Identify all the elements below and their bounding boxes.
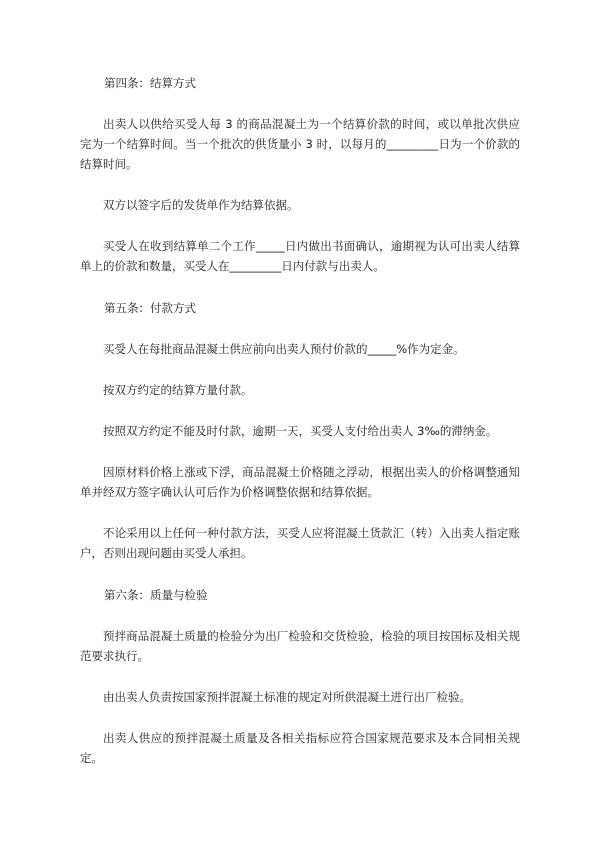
article-6-paragraph-3: 出卖人供应的预拌混凝土质量及各相关指标应符合国家规范要求及本合同相关规定。 xyxy=(80,731,520,765)
article-5-paragraph-3: 按照双方约定不能及时付款，逾期一天，买受人支付给出卖人 3‰的滞纳金。 xyxy=(103,424,498,438)
article-5-paragraph-5: 不论采用以上任何一种付款方法，买受人应将混凝土货款汇（转）入出卖人指定账户，否则出现问题由买受人承担。 xyxy=(80,526,520,560)
article-5-paragraph-2: 按双方约定的结算方量付款。 xyxy=(103,383,253,397)
article-4-paragraph-1: 出卖人以供给买受人每 3 的商品混凝土为一个结算价款的时间，或以单批次供应完为一个结算时间。当一个批次的供货量小 3 时，以每月的_________日为一个价款的结算时间。 xyxy=(80,117,520,171)
document-body xyxy=(80,72,520,768)
article-4-heading: 第四条：结算方式 xyxy=(104,76,196,90)
article-6-heading: 第六条：质量与检验 xyxy=(104,588,208,602)
article-5-paragraph-1: 买受人在每批商品混凝土供应前向出卖人预付价款的_____%作为定金。 xyxy=(103,342,465,356)
article-4-paragraph-2: 双方以签字后的发货单作为结算依据。 xyxy=(103,198,299,212)
article-4-paragraph-3: 买受人在收到结算单二个工作_____日内做出书面确认，逾期视为认可出卖人结算单上的价款和数量，买受人在_________日内付款与出卖人。 xyxy=(80,239,520,273)
article-6-paragraph-1: 预拌商品混凝土质量的检验分为出厂检验和交货检验，检验的项目按国标及相关规范要求执行。 xyxy=(80,629,520,663)
article-5-heading: 第五条：付款方式 xyxy=(104,301,196,315)
article-5-paragraph-4: 因原材料价格上涨或下浮，商品混凝土价格随之浮动，根据出卖人的价格调整通知单并经双方签字确认认可后作为价格调整依据和结算依据。 xyxy=(80,465,520,499)
article-6-paragraph-2: 由出卖人负责按国家预拌混凝土标准的规定对所供混凝土进行出厂检验。 xyxy=(103,690,471,704)
